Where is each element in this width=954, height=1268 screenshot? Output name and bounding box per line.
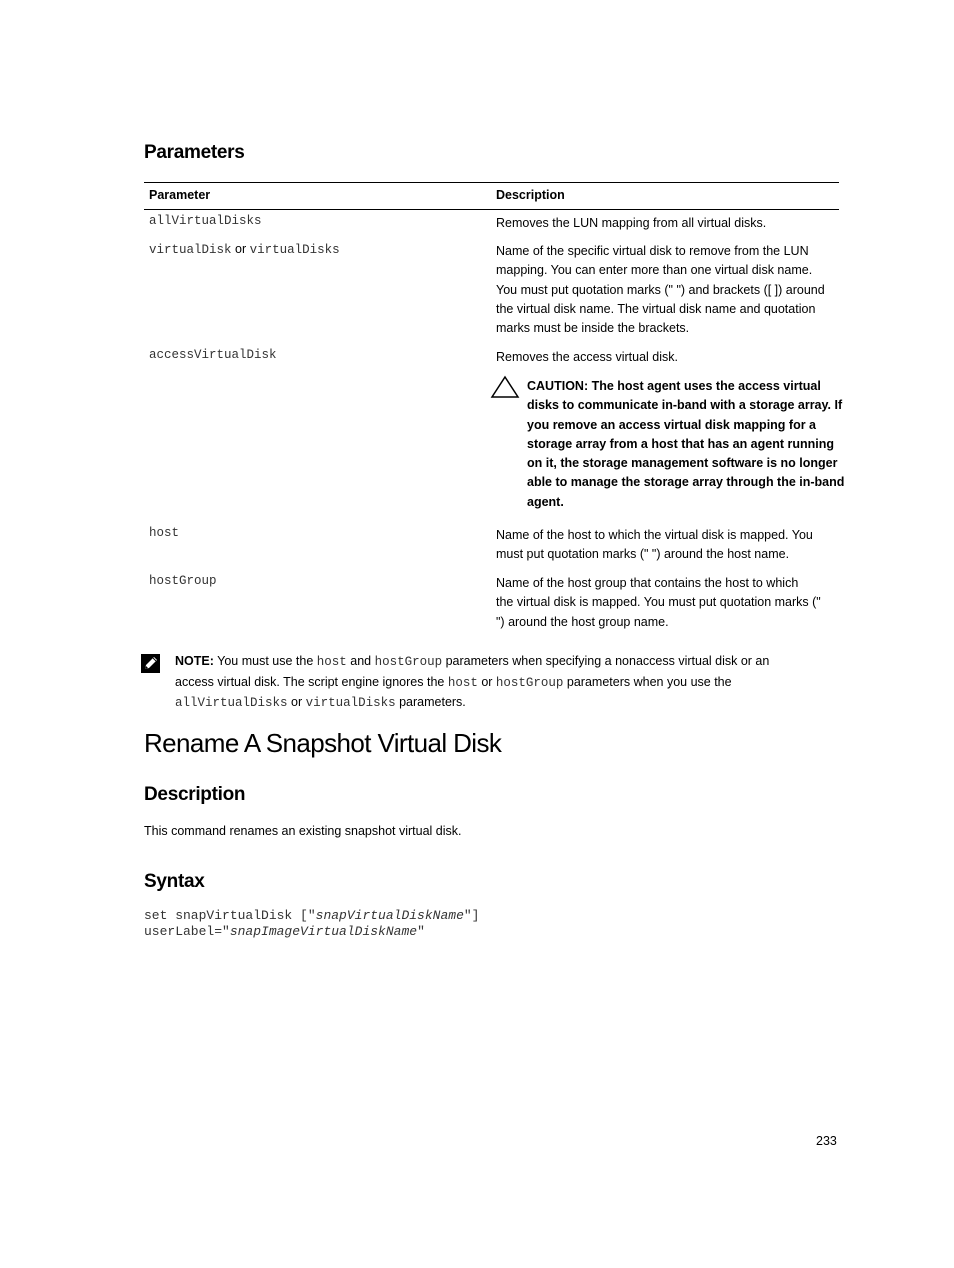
note-code: virtualDisks [305,696,396,710]
parameter-description [496,526,839,565]
note-code: host [316,655,347,669]
parameter-name: accessVirtualDisk [149,348,277,362]
pencil-note-icon [140,652,162,677]
description-line: ") around the host group name. [496,614,669,629]
syntax-fragment: userLabel=" [144,924,230,939]
description-line: must put quotation marks (" ") around the host name. [496,547,790,562]
column-header-parameter: Parameter [149,188,211,202]
syntax-fragment: "] [463,908,480,923]
parameter-name [149,242,340,257]
table-header [144,182,839,210]
note-code: allVirtualDisks [175,696,288,710]
description-line: marks must be inside the brackets. [496,321,690,336]
description-line: the virtual disk name. The virtual disk name and quotation [496,301,816,316]
caution-line: on it, the storage management software is no longer [527,456,838,471]
parameter-description [496,214,839,233]
parameter-name-b: virtualDisks [249,243,340,257]
parameter-name: host [149,526,180,540]
description-text: This command renames an existing snapshot virtual disk. [144,824,462,838]
syntax-fragment: set snapVirtualDisk [" [144,908,316,923]
note-fragment: access virtual disk. The script engine ignores the [175,674,448,689]
column-header-description: Description [496,188,565,202]
note-fragment: and [346,654,375,668]
parameter-name: hostGroup [149,574,217,588]
caution-line: you remove an access virtual disk mapping for a [527,417,816,432]
note-label: NOTE: [175,654,214,668]
parameters-heading: Parameters [144,142,245,163]
syntax-heading: Syntax [144,871,205,892]
description-line: mapping. You can enter more than one virtual disk name. [496,263,813,278]
note-code: hostGroup [374,655,443,669]
note-fragment: parameters when you use the [563,674,732,689]
caution-line: able to manage the storage array through the in-band [527,475,845,490]
parameter-or: or [235,242,247,256]
page-title: Rename A Snapshot Virtual Disk [144,728,502,758]
syntax-fragment: " [417,924,425,939]
note-fragment: or [477,674,496,689]
note-code: hostGroup [495,675,564,690]
note-fragment: You must use the [213,654,317,668]
description-heading: Description [144,784,246,805]
parameter-description [496,574,839,632]
caution-triangle-icon [490,375,520,402]
syntax-variable: snapImageVirtualDiskName [229,924,418,939]
parameter-description [496,348,839,367]
parameters-table [144,182,845,629]
description-line: You must put quotation marks (" ") and brackets ([ ]) around [496,282,825,297]
description-line: Removes the access virtual disk. [496,350,679,364]
caution-text [527,377,845,512]
note-fragment: parameters when specifying a nonaccess virtual disk or an [442,654,770,668]
description-line: the virtual disk is mapped. You must put quotation marks (" [496,595,821,610]
description-line: Removes the LUN mapping from all virtual disks. [496,216,767,230]
syntax-variable: snapVirtualDiskName [315,908,464,923]
caution-line: CAUTION: The host agent uses the access virtual [527,379,821,393]
parameter-name: allVirtualDisks [149,214,262,228]
note-text [175,652,840,714]
description-line: Name of the specific virtual disk to remove from the LUN [496,244,809,258]
parameter-name-a: virtualDisk [149,243,232,257]
description-line: Name of the host group that contains the host to which [496,576,799,590]
note-fragment: parameters. [395,695,466,709]
caution-line: agent. [527,494,564,509]
page-number: 233 [816,1134,837,1148]
caution-line: storage array from a host that has an agent running [527,436,835,451]
caution-line: disks to communicate in-band with a storage array. If [527,398,843,413]
parameter-description [496,242,839,338]
description-line: Name of the host to which the virtual disk is mapped. You [496,528,813,542]
note-fragment: or [287,695,306,709]
syntax-code [144,908,479,940]
note-code: host [447,675,478,690]
